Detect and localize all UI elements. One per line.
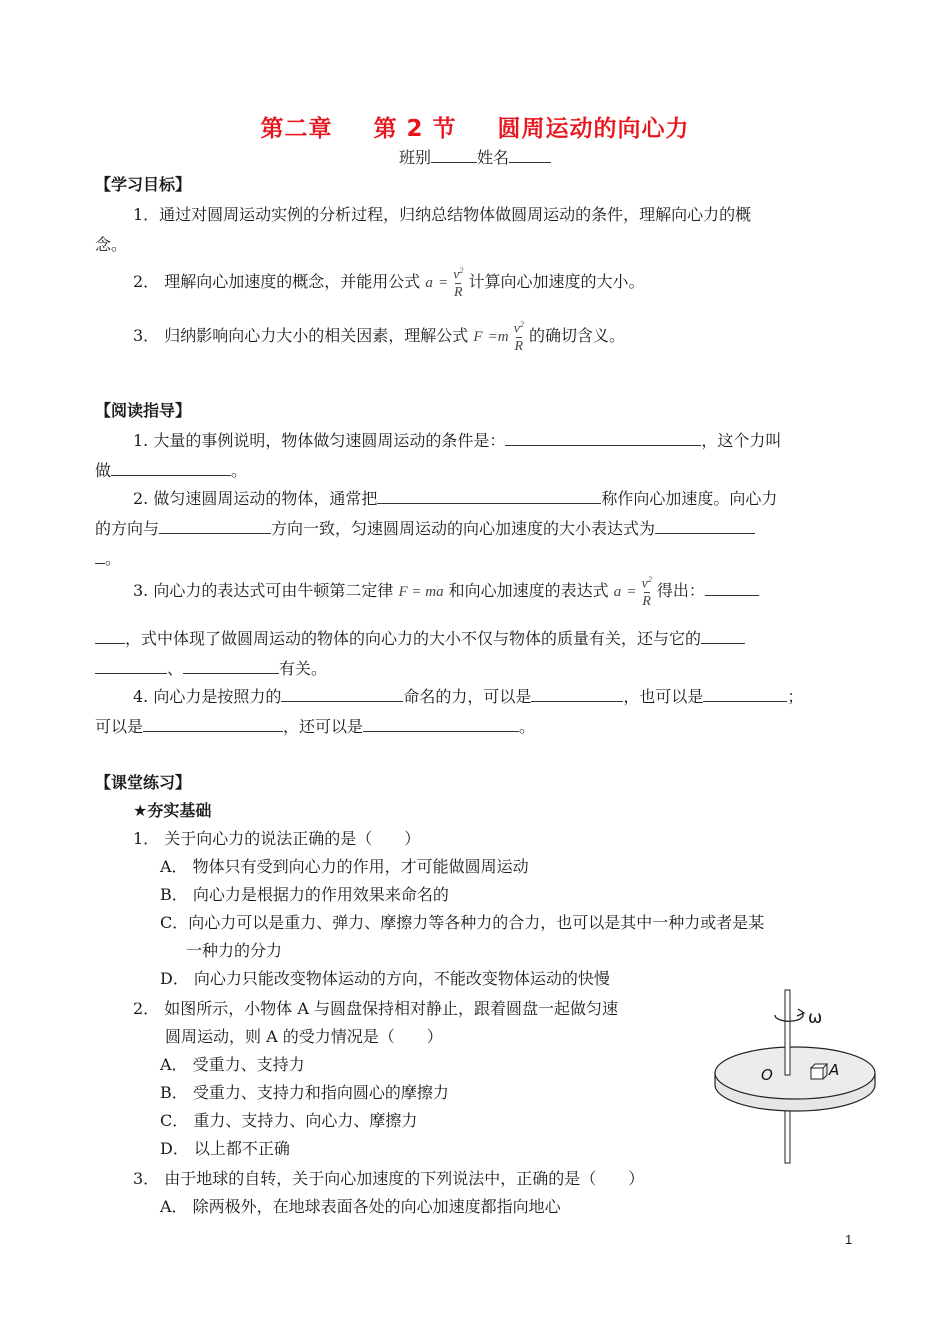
reading-q3-text-c: 得出： (656, 581, 705, 600)
reading-q4-blank1[interactable] (281, 687, 403, 702)
practice-q1-option-b: B． 向心力是根据力的作用效果来命名的 (160, 885, 449, 904)
formula-equals-3: = (626, 584, 637, 600)
reading-q1-line1 (133, 428, 781, 451)
reading-q4-line2 (95, 714, 535, 737)
reading-q3-line1 (133, 571, 759, 612)
reading-q3-text-b: 和向心加速度的表达式 (448, 581, 609, 600)
objective-3-after: 的确切含义。 (529, 326, 626, 345)
practice-q2-option-b: B． 受重力、支持力和指向圆心的摩擦力 (160, 1083, 449, 1102)
practice-q3: 3． 由于地球的自转，关于向心加速度的下列说法中，正确的是（ ） (133, 1169, 645, 1188)
objective-3-text: 3． 归纳影响向心力大小的相关因素，理解公式 (133, 326, 469, 345)
reading-q3-blank3[interactable] (183, 659, 279, 674)
practice-q2-line1: 2． 如图所示，小物体 A 与圆盘保持相对静止，跟着圆盘一起做匀速 (133, 999, 618, 1018)
objective-2 (133, 262, 645, 303)
reading-q3-text-e: 、 (167, 659, 184, 678)
practice-q1-option-c-line1: C．向心力可以是重力、弹力、摩擦力等各种力的合力，也可以是其中一种力或者是某 (160, 913, 765, 932)
formula-a-symbol: a (425, 275, 433, 291)
formula-exponent-2: 2 (519, 319, 524, 329)
practice-q2-option-d: D． 以上都不正确 (160, 1139, 290, 1158)
formula-v2-over-r-3 (642, 572, 652, 612)
formula-equals-2: = (487, 329, 498, 345)
formula-exponent: 2 (459, 265, 464, 275)
reading-q2-text-a: 2. 做匀速圆周运动的物体，通常把 (133, 489, 378, 508)
formula-v-3: v (641, 576, 648, 592)
page-number: 1 (845, 1232, 853, 1247)
formula-equals: = (437, 275, 449, 291)
objectives-heading: 【学习目标】 (95, 175, 192, 194)
formula-exponent-3: 2 (647, 574, 652, 584)
reading-q2-text-c: 的方向与 (95, 519, 160, 538)
class-label: 班别 (398, 148, 431, 167)
reading-q3-text-d: ，式中体现了做圆周运动的物体的向心力的大小不仅与物体的质量有关，还与它的 (125, 629, 702, 648)
practice-q1-option-c-line2: 一种力的分力 (186, 941, 283, 960)
reading-q4-line1 (133, 684, 803, 707)
class-blank[interactable] (431, 148, 477, 163)
name-label: 姓名 (477, 148, 510, 167)
practice-q2-option-a: A． 受重力、支持力 (160, 1055, 305, 1074)
reading-q4-blank3[interactable] (703, 687, 787, 702)
reading-q1-text-b: ，这个力叫 (701, 431, 782, 450)
formula-a-symbol-3: a (613, 584, 622, 600)
reading-q1-text-a: 1. 大量的事例说明，物体做匀速圆周运动的条件是： (133, 431, 506, 450)
reading-q3-blank2-cont[interactable] (95, 659, 167, 674)
practice-q1: 1． 关于向心力的说法正确的是（ ） (133, 829, 421, 848)
objective-1-line1: 1．通过对圆周运动实例的分析过程，归纳总结物体做圆周运动的条件，理解向心力的概 (133, 205, 752, 224)
objective-3 (133, 316, 625, 357)
reading-heading: 【阅读指导】 (95, 401, 192, 420)
omega-label: ω (808, 1008, 823, 1028)
reading-q4-text-c: ，也可以是 (623, 687, 704, 706)
practice-q2-option-c: C． 重力、支持力、向心力、摩擦力 (160, 1111, 418, 1130)
reading-q2-line1 (133, 486, 777, 509)
center-label: O (761, 1066, 773, 1084)
objective-1-line2: 念。 (95, 235, 128, 254)
block-label: A (829, 1061, 840, 1079)
shaft-lower (785, 1103, 790, 1163)
reading-q2-line3 (95, 546, 121, 569)
reading-q4-blank4[interactable] (143, 717, 283, 732)
reading-q3-blank2[interactable] (701, 629, 745, 644)
reading-q4-text-g: 。 (519, 717, 536, 736)
reading-q1-blank1[interactable] (505, 431, 701, 446)
reading-q2-line2 (95, 516, 755, 539)
reading-q2-text-e: 。 (105, 549, 122, 568)
reading-q4-text-d: ； (787, 687, 804, 706)
page-title (0, 110, 950, 143)
disk-top (715, 1047, 875, 1099)
reading-q1-line2 (95, 458, 247, 481)
reading-q1-text-d: 。 (231, 461, 248, 480)
reading-q3-line3 (95, 656, 327, 679)
reading-q4-text-e: 可以是 (95, 717, 144, 736)
topic-label: 圆周运动的向心力 (497, 116, 690, 142)
reading-q1-text-c: 做 (95, 461, 112, 480)
practice-q1-option-a: A． 物体只有受到向心力的作用，才可能做圆周运动 (160, 857, 529, 876)
practice-q3-option-a: A． 除两极外，在地球表面各处的向心加速度都指向地心 (160, 1197, 561, 1216)
formula-v-2: v (513, 321, 520, 337)
reading-q4-text-a: 4. 向心力是按照力的 (133, 687, 282, 706)
reading-q2-blank1[interactable] (377, 489, 601, 504)
reading-q2-text-d: 方向一致，匀速圆周运动的向心加速度的大小表达式为 (271, 519, 656, 538)
practice-q2-line2: 圆周运动，则 A 的受力情况是（ ） (165, 1027, 443, 1046)
reading-q4-blank5[interactable] (363, 717, 519, 732)
shaft-upper (785, 990, 790, 1075)
reading-q3-line2 (95, 626, 745, 649)
chapter-label: 第二章 (260, 116, 333, 142)
reading-q2-blank2[interactable] (159, 519, 271, 534)
section-label: 第 2 节 (373, 116, 457, 142)
rotating-disk-figure (705, 985, 885, 1165)
formula-v2-over-r (453, 263, 463, 303)
practice-q1-option-d: D． 向心力只能改变物体运动的方向，不能改变物体运动的快慢 (160, 969, 610, 988)
formula-v2-over-r-2 (514, 317, 524, 357)
formula-m-symbol: m (497, 329, 509, 345)
reading-q1-blank2[interactable] (111, 461, 231, 476)
practice-heading: 【课堂练习】 (95, 773, 192, 792)
formula-v: v (453, 267, 460, 283)
name-blank[interactable] (509, 148, 551, 163)
reading-q4-blank2[interactable] (531, 687, 623, 702)
reading-q3-blank1-cont[interactable] (95, 629, 125, 644)
formula-r: R (454, 285, 463, 301)
reading-q4-text-f: ，还可以是 (283, 717, 364, 736)
objective-2-text: 2． 理解向心加速度的概念，并能用公式 (133, 272, 421, 291)
formula-f-symbol: F (473, 329, 483, 345)
class-name-line (0, 145, 950, 168)
objective-2-after: 计算向心加速度的大小。 (468, 272, 645, 291)
reading-q2-text-b: 称作向心加速度。向心力 (601, 489, 778, 508)
formula-r-3: R (642, 594, 651, 610)
reading-q3-blank1[interactable] (705, 581, 759, 596)
reading-q4-text-b: 命名的力，可以是 (403, 687, 532, 706)
reading-q3-text-a: 3. 向心力的表达式可由牛顿第二定律 (133, 581, 394, 600)
reading-q2-blank3[interactable] (655, 519, 755, 534)
reading-q3-text-f: 有关。 (279, 659, 328, 678)
reading-q2-blank3-cont[interactable] (95, 549, 105, 564)
formula-r-2: R (514, 339, 524, 355)
newton-law-formula: F = ma (398, 584, 444, 600)
practice-subheading: ★夯实基础 (133, 801, 212, 820)
